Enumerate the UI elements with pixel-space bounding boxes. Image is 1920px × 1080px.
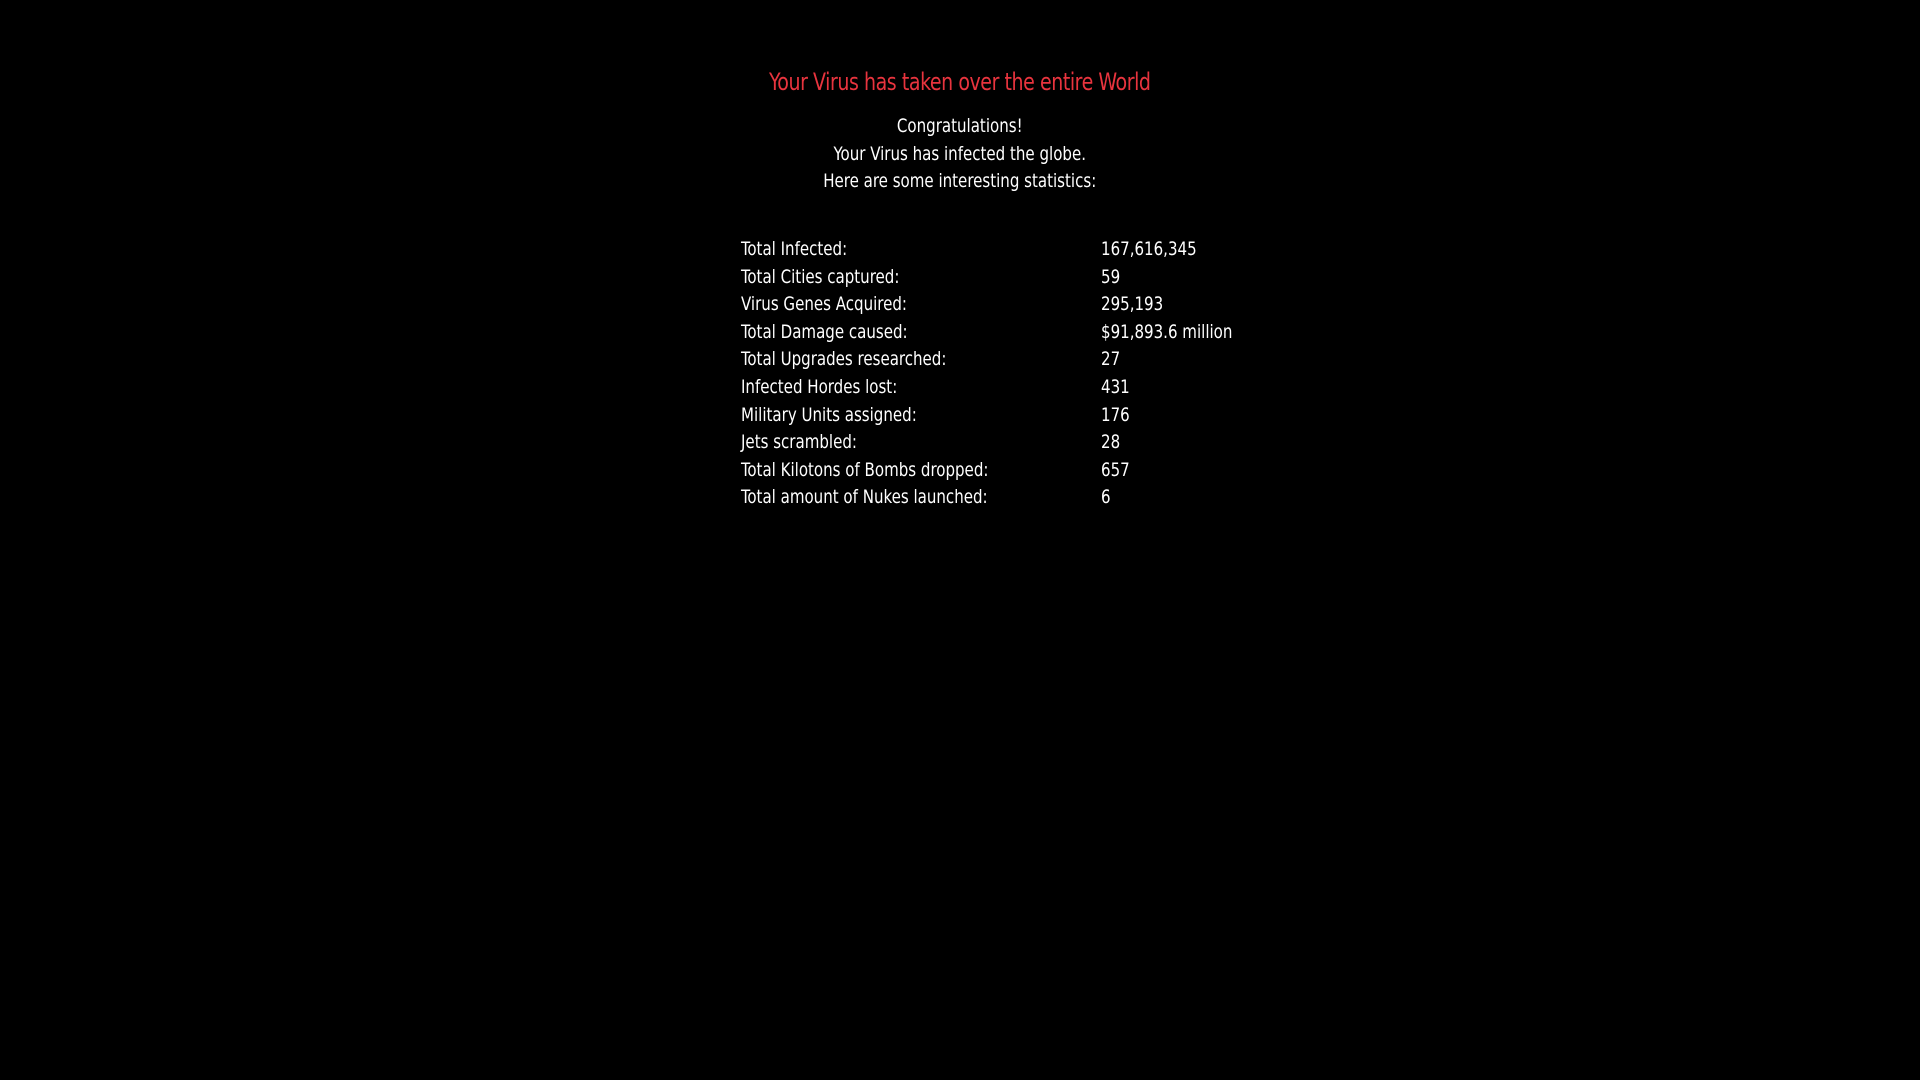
stat-label: Total Kilotons of Bombs dropped: — [741, 458, 989, 481]
stat-row-genes-acquired — [741, 291, 1261, 319]
stat-row-cities-captured — [741, 264, 1261, 292]
stat-label: Military Units assigned: — [741, 403, 917, 426]
stat-value: 431 — [1101, 375, 1130, 398]
statistics-table — [741, 236, 1261, 512]
stat-row-military-units — [741, 402, 1261, 430]
stat-row-damage-caused — [741, 319, 1261, 347]
stat-value: 295,193 — [1101, 293, 1164, 316]
stat-value: 28 — [1101, 431, 1121, 454]
stat-row-bombs-dropped — [741, 457, 1261, 485]
stat-row-jets-scrambled — [741, 429, 1261, 457]
stat-label: Infected Hordes lost: — [741, 375, 898, 398]
stat-value: 657 — [1101, 458, 1130, 481]
stat-label: Jets scrambled: — [741, 431, 857, 454]
stat-value: 6 — [1101, 486, 1111, 509]
stat-label: Total Damage caused: — [741, 320, 908, 343]
stat-row-nukes-launched — [741, 484, 1261, 512]
stat-value: 27 — [1101, 348, 1121, 371]
stat-value: 167,616,345 — [1101, 238, 1197, 260]
stat-value: 59 — [1101, 265, 1121, 288]
stat-label: Virus Genes Acquired: — [741, 293, 907, 316]
stat-label: Total Cities captured: — [741, 265, 900, 288]
stat-label: Total Upgrades researched: — [741, 348, 947, 371]
stat-row-total-infected — [741, 236, 1261, 264]
stat-value: 176 — [1101, 403, 1130, 426]
intro-text — [115, 113, 1805, 196]
stat-label: Total Infected: — [741, 238, 848, 260]
stat-label: Total amount of Nukes launched: — [741, 486, 988, 509]
stat-row-hordes-lost — [741, 374, 1261, 402]
victory-title: Your Virus has taken over the entire World — [768, 68, 1151, 96]
intro-line-congratulations: Congratulations! — [896, 115, 1023, 137]
intro-line-infected-globe: Your Virus has infected the globe. — [833, 142, 1086, 165]
intro-line-statistics: Here are some interesting statistics: — [823, 170, 1097, 192]
stat-value: $91,893.6 million — [1101, 320, 1233, 343]
stat-row-upgrades-researched — [741, 346, 1261, 374]
